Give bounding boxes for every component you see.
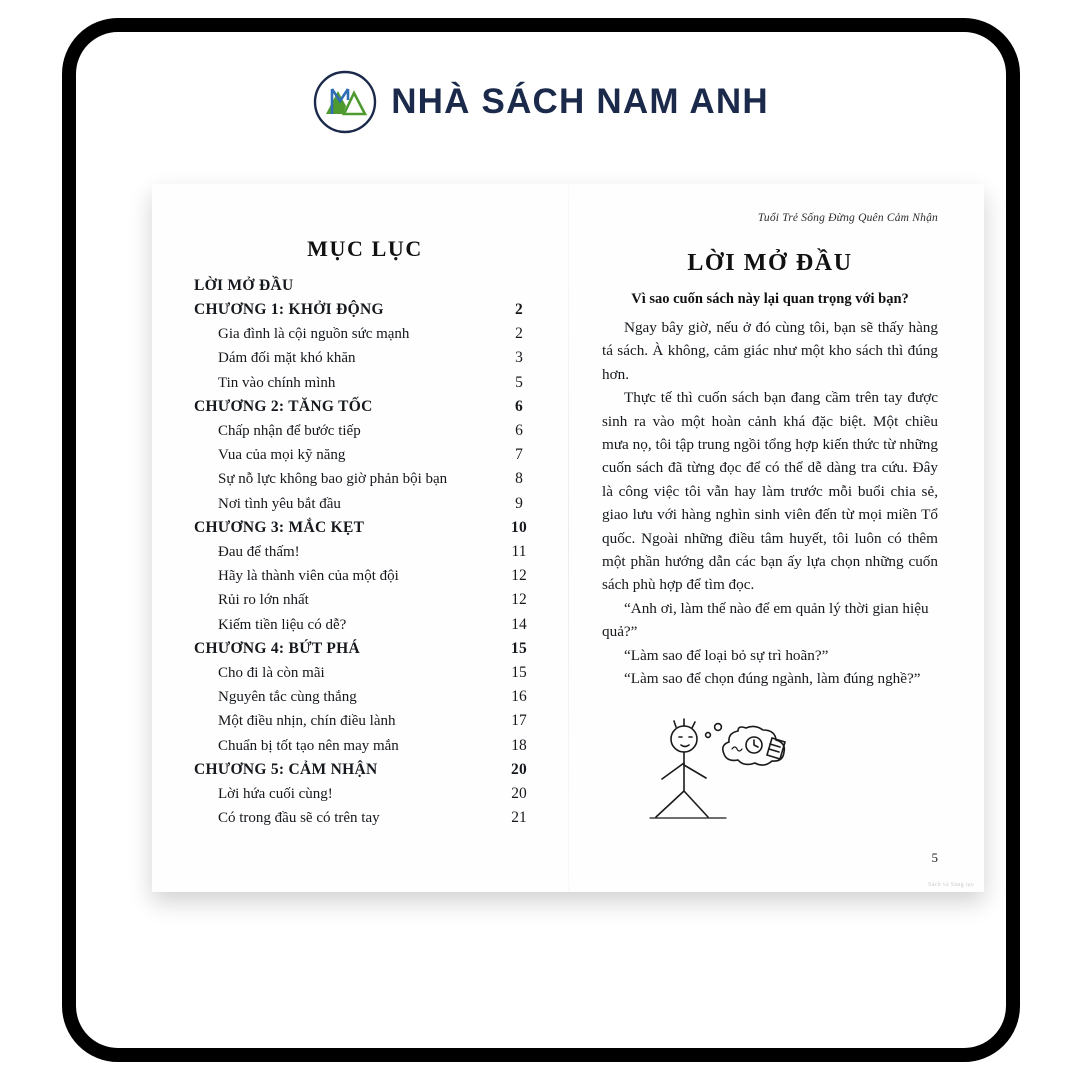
toc-label: Chấp nhận để bước tiếp (218, 422, 361, 439)
toc-row[interactable] (194, 758, 536, 782)
toc-page: 5 (515, 373, 523, 391)
foreword-question: “Làm sao để loại bỏ sự trì hoãn?” (624, 646, 829, 664)
toc-label: Rủi ro lớn nhất (218, 592, 309, 609)
toc-row[interactable] (194, 637, 536, 661)
toc-row[interactable] (194, 274, 536, 298)
foreword-lede: Vì sao cuốn sách này lại quan trọng với bạn? (631, 291, 909, 307)
toc-row[interactable] (194, 371, 536, 395)
toc-page: 2 (514, 301, 524, 319)
toc-row[interactable] (194, 467, 536, 491)
toc-page: 21 (511, 809, 527, 827)
toc-label: Nguyên tắc cùng thắng (218, 689, 357, 706)
toc-label: Chuẩn bị tốt tạo nên may mắn (218, 737, 399, 754)
toc-page: 15 (510, 639, 528, 657)
page-title: MỤC LỤC (307, 236, 423, 261)
toc-label: Một điều nhịn, chín điều lành (218, 713, 396, 730)
toc-page: 12 (511, 567, 527, 585)
toc-page: 20 (511, 784, 527, 802)
toc-page: 20 (510, 760, 528, 778)
toc-label: Dám đối mặt khó khăn (218, 350, 356, 367)
toc-row[interactable] (194, 734, 536, 758)
toc-page: 15 (511, 663, 527, 681)
page-right-foreword (568, 184, 984, 892)
device-frame (62, 18, 1020, 1062)
toc-label: CHƯƠNG 4: BỨT PHÁ (194, 639, 360, 657)
page-title: LỜI MỞ ĐẦU (687, 250, 853, 276)
stick-figure-thinking-doodle (626, 705, 856, 840)
toc-label: Gia đình là cội nguồn sức mạnh (218, 326, 410, 343)
toc-page: 14 (511, 615, 527, 633)
toc-row[interactable] (194, 709, 536, 733)
toc-page: 9 (515, 494, 523, 512)
toc-row[interactable] (194, 588, 536, 612)
toc-label: Hãy là thành viên của một đội (218, 568, 399, 585)
foreword-paragraph: Thực tế thì cuốn sách bạn đang cầm trên tay được sinh ra vào một hoàn cảnh khá đặc biệt. Một chiều mưa nọ, tôi tập trung ngồi tổng hợp kiến thức từ những cuốn sách đã từng đọc để có thể dễ dàng tra cứu. Đây là công việc tôi vẫn hay làm trước mỗi buổi chia sẻ, giao lưu với hàng nghìn sinh viên đến từ mọi miền Tổ quốc. Ngoài những điều tâm huyết, tôi luôn có thêm một phần hướng dẫn các bạn ấy lựa chọn những cuốn sách phù hợp để tìm đọc. (602, 389, 938, 594)
toc-row[interactable] (194, 395, 536, 419)
toc-page: 17 (511, 712, 527, 730)
page-left-toc (152, 184, 568, 892)
foreword-question: “Làm sao để chọn đúng ngành, làm đúng nghề?” (624, 670, 921, 688)
toc-page: 11 (511, 542, 527, 560)
toc-list (194, 274, 536, 830)
toc-label: CHƯƠNG 1: KHỞI ĐỘNG (194, 301, 384, 319)
toc-row[interactable] (194, 540, 536, 564)
toc-page: 7 (515, 446, 523, 464)
toc-page: 6 (515, 421, 523, 439)
toc-label: Nơi tình yêu bắt đầu (218, 495, 341, 512)
toc-page: 6 (514, 397, 524, 415)
foreword-paragraph: Ngay bây giờ, nếu ở đó cùng tôi, bạn sẽ thấy hàng tá sách. À không, cảm giác như một kho sách thì đúng hơn. (602, 319, 938, 383)
toc-row[interactable] (194, 322, 536, 346)
toc-row[interactable] (194, 806, 536, 830)
brand-name: NHÀ SÁCH NAM ANH (391, 82, 769, 121)
foreword-question: “Anh ơi, làm thế nào để em quản lý thời gian hiệu quả?” (602, 599, 929, 641)
toc-page: 2 (515, 325, 523, 343)
toc-page: 18 (511, 736, 527, 754)
toc-row[interactable] (194, 298, 536, 322)
toc-row[interactable] (194, 661, 536, 685)
toc-row[interactable] (194, 564, 536, 588)
page-number: 5 (931, 850, 938, 865)
running-head: Tuổi Trẻ Sống Đừng Quên Cảm Nhận (757, 212, 938, 224)
toc-label: CHƯƠNG 5: CẢM NHẬN (194, 760, 378, 778)
toc-label: Sự nỗ lực không bao giờ phản bội bạn (218, 471, 448, 488)
toc-label: CHƯƠNG 3: MẮC KẸT (194, 518, 365, 536)
toc-label: Vua của mọi kỹ năng (218, 447, 346, 464)
toc-label: Có trong đầu sẽ có trên tay (218, 810, 380, 827)
toc-label: Đau để thấm! (218, 543, 300, 560)
toc-label: Tin vào chính mình (218, 374, 336, 391)
toc-page: 12 (511, 591, 527, 609)
toc-row[interactable] (194, 443, 536, 467)
toc-label: Cho đi là còn mãi (218, 664, 325, 681)
toc-label: Lời hứa cuối cùng! (218, 785, 333, 802)
toc-page: 3 (515, 349, 523, 367)
book-spread (152, 184, 984, 892)
toc-row[interactable] (194, 685, 536, 709)
toc-row[interactable] (194, 782, 536, 806)
toc-page: 8 (515, 470, 523, 488)
brand-header (76, 70, 1006, 134)
toc-row[interactable] (194, 419, 536, 443)
toc-row[interactable] (194, 492, 536, 516)
toc-label: CHƯƠNG 2: TĂNG TỐC (194, 397, 373, 415)
toc-label: LỜI MỞ ĐẦU (194, 277, 294, 294)
toc-row[interactable] (194, 613, 536, 637)
toc-page: 16 (511, 688, 527, 706)
toc-row[interactable] (194, 516, 536, 540)
toc-page: 10 (510, 518, 528, 536)
watermark-text: Sách và Sáng tạo (928, 882, 974, 888)
toc-row[interactable] (194, 346, 536, 370)
mountain-logo-icon (313, 70, 377, 134)
toc-label: Kiếm tiền liệu có dễ? (218, 616, 347, 633)
